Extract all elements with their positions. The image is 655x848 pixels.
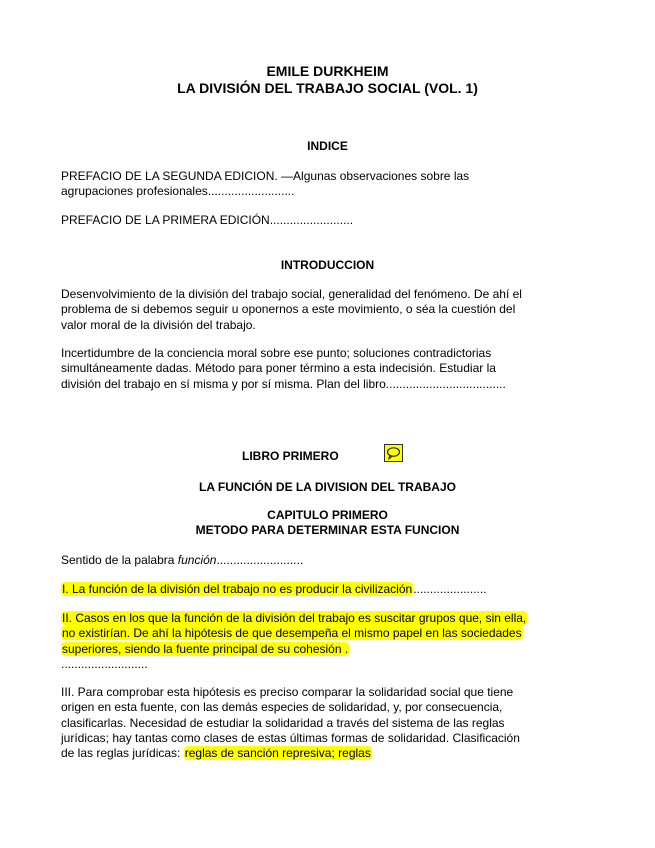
item-1-dots: ...................... xyxy=(413,582,487,596)
item-3-text: III. Para comprobar esta hipótesis es preciso comparar la solidaridad social que tiene origen en esta fuente, con las demás especies de solidaridad, y, por consecuencia, clasificarlas. Necesidad de estudiar la solidaridad a través del sistema de las reglas jurídicas; hay tantas como clases de estas últimas formas de solidaridad. Clasificación de las reglas jurídicas: xyxy=(61,685,520,761)
sentido-entry xyxy=(61,553,531,568)
introduccion-heading: INTRODUCCION xyxy=(280,258,375,272)
item-1-entry xyxy=(61,582,531,597)
sentido-dots: .......................... xyxy=(216,553,304,567)
libro-primero-heading: LIBRO PRIMERO xyxy=(242,449,339,463)
introduccion-paragraph-1: Desenvolvimiento de la división del trabajo social, generalidad del fenómeno. De ahí el problema de si debemos seguir u oponernos a este movimiento, o séa la cuestión del valor moral de la división del trabajo. xyxy=(61,287,522,332)
book-title: LA DIVISIÓN DEL TRABAJO SOCIAL (VOL. 1) xyxy=(177,80,478,96)
indice-entry-primera-edicion: PREFACIO DE LA PRIMERA EDICIÓN......................... xyxy=(61,213,354,227)
item-2-entry xyxy=(61,611,531,672)
chapter-label: CAPITULO PRIMERO xyxy=(267,508,388,522)
sentido-prefix: Sentido de la palabra xyxy=(61,553,178,567)
item-3-entry xyxy=(61,685,531,761)
comment-icon[interactable] xyxy=(384,444,403,462)
chapter-title: METODO PARA DETERMINAR ESTA FUNCION xyxy=(195,523,460,537)
item-2-dots: .......................... xyxy=(61,656,148,671)
introduccion-paragraph-2: Incertidumbre de la conciencia moral sobre ese punto; soluciones contradictorias simultáneamente dadas. Método para poner término a esta indecisión. Estudiar la división del trabajo en sí misma y por sí misma. Plan del libro.................................... xyxy=(61,346,506,391)
libro-subheading: LA FUNCIÓN DE LA DIVISION DEL TRABAJO xyxy=(199,480,456,494)
item-2-highlight[interactable]: II. Casos en los que la función de la división del trabajo es suscitar grupos que, sin ella, no existirían. De ahí la hipótesis de que desempeña el mismo papel en las sociedades superiores, siendo la fuente principal de su cohesión . xyxy=(62,611,527,656)
author-heading: EMILE DURKHEIM xyxy=(266,63,389,79)
indice-heading: INDICE xyxy=(307,139,348,153)
sentido-word: función xyxy=(177,553,217,567)
item-1-highlight[interactable]: I. La función de la división del trabajo no es producir la civilización xyxy=(62,582,413,596)
item-3-highlight[interactable]: reglas de sanción represiva; reglas xyxy=(184,746,371,761)
speech-bubble-icon xyxy=(386,446,401,460)
indice-entry-segunda-edicion: PREFACIO DE LA SEGUNDA EDICION. —Algunas observaciones sobre las agrupaciones profesionales.......................... xyxy=(61,169,470,199)
